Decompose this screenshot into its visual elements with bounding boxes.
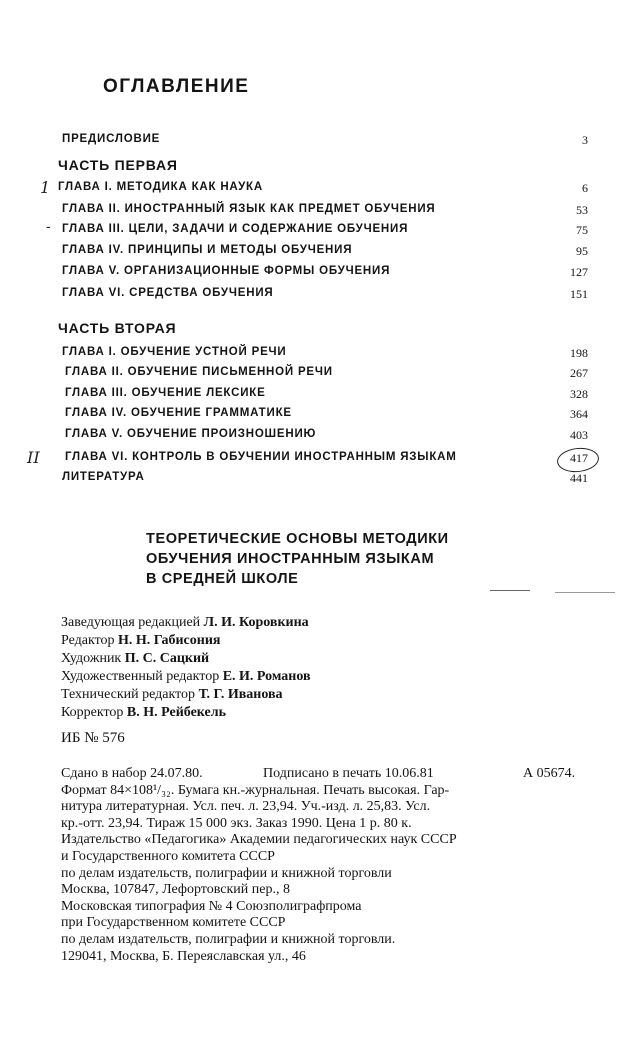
imprint-line	[61, 766, 596, 783]
toc-row	[0, 387, 625, 403]
toc-label: ГЛАВА VI. СРЕДСТВА ОБУЧЕНИЯ	[62, 287, 274, 299]
toc-row	[0, 407, 625, 423]
imprint-text: Москва, 107847, Лефортовский пер., 8	[61, 882, 290, 898]
credit-line	[61, 686, 311, 704]
toc-row	[0, 244, 625, 260]
pencil-stroke	[555, 592, 615, 593]
handwritten-mark: -	[46, 219, 51, 235]
imprint-line	[61, 783, 596, 800]
toc-page: 53	[576, 203, 588, 217]
handwritten-mark: II	[27, 448, 40, 467]
credit-name: П. С. Сацкий	[124, 651, 210, 666]
toc-page: 75	[576, 223, 588, 237]
toc-title: ОГЛАВЛЕНИЕ	[103, 76, 250, 97]
imprint-text: по делам издательств, полиграфии и книжной торговли	[61, 865, 392, 881]
toc-label: ГЛАВА V. ОРГАНИЗАЦИОННЫЕ ФОРМЫ ОБУЧЕНИЯ	[62, 265, 391, 277]
toc-row	[0, 265, 625, 281]
imprint-line	[61, 832, 596, 849]
credit-name: В. Н. Рейбекель	[126, 705, 226, 720]
imprint-text: Подписано в печать 10.06.81	[263, 766, 434, 781]
toc-row	[0, 346, 625, 362]
part-one-title: ЧАСТЬ ПЕРВАЯ	[58, 157, 178, 173]
toc-row-literature	[0, 471, 625, 487]
imprint-text: при Государственном комитете СССР	[61, 915, 286, 931]
imprint-text: А 05674.	[523, 766, 576, 781]
credits	[61, 614, 311, 722]
toc-page: 95	[576, 244, 588, 258]
toc-label: ГЛАВА II. ОБУЧЕНИЕ ПИСЬМЕННОЙ РЕЧИ	[65, 366, 333, 378]
credit-line	[61, 668, 311, 686]
toc-label: ЛИТЕРАТУРА	[62, 471, 145, 483]
credit-role: Корректор	[61, 705, 124, 720]
toc-row	[0, 223, 625, 239]
imprint-line	[61, 932, 596, 949]
imprint-text: 129041, Москва, Б. Переяславская ул., 46	[61, 948, 306, 964]
credit-name: Т. Г. Иванова	[198, 687, 283, 702]
toc-label: ГЛАВА III. ЦЕЛИ, ЗАДАЧИ И СОДЕРЖАНИЕ ОБУЧЕНИЯ	[62, 223, 409, 235]
toc-page: 3	[582, 133, 588, 147]
toc-page: 198	[570, 346, 588, 360]
toc-page: 127	[570, 265, 588, 279]
imprint-line	[61, 915, 596, 932]
toc-row	[0, 451, 625, 467]
toc-row	[0, 287, 625, 303]
imprint-line	[61, 799, 596, 816]
toc-page: 328	[570, 387, 588, 401]
toc-page: 6	[582, 181, 588, 195]
toc-page: 417	[570, 451, 588, 465]
book-title-line: В СРЕДНЕЙ ШКОЛЕ	[146, 571, 299, 587]
imprint-text: Формат 84×108¹/₃₂. Бумага кн.-журнальная. Печать высокая. Гар-	[61, 782, 450, 798]
toc-label: ГЛАВА III. ОБУЧЕНИЕ ЛЕКСИКЕ	[65, 387, 266, 399]
credit-name: Л. И. Коровкина	[203, 615, 309, 630]
credit-role: Технический редактор	[61, 687, 196, 702]
toc-page: 151	[570, 287, 588, 301]
imprint-line	[61, 849, 596, 866]
credit-name: Е. И. Романов	[222, 669, 311, 684]
toc-label: ГЛАВА V. ОБУЧЕНИЕ ПРОИЗНОШЕНИЮ	[65, 428, 317, 440]
imprint-text: нитура литературная. Усл. печ. л. 23,94. Уч.-изд. л. 25,83. Усл.	[61, 799, 431, 815]
imprint-line	[61, 866, 596, 883]
toc-row-preface	[0, 133, 625, 149]
toc-page: 267	[570, 366, 588, 380]
credit-role: Заведующая редакцией	[61, 615, 201, 630]
credit-name: Н. Н. Габисония	[118, 633, 221, 648]
toc-label: ГЛАВА I. МЕТОДИКА КАК НАУКА	[58, 181, 263, 193]
credit-role: Художественный редактор	[61, 669, 220, 684]
toc-label: ГЛАВА IV. ПРИНЦИПЫ И МЕТОДЫ ОБУЧЕНИЯ	[62, 244, 353, 256]
credit-line	[61, 650, 311, 668]
handwritten-mark: 1	[40, 178, 51, 197]
toc-page: 403	[570, 428, 588, 442]
book-title	[146, 529, 449, 589]
toc-row	[0, 181, 625, 197]
credit-line	[61, 704, 311, 722]
toc-label: ГЛАВА VI. КОНТРОЛЬ В ОБУЧЕНИИ ИНОСТРАННЫМ ЯЗЫКАМ	[65, 451, 457, 463]
imprint-line	[61, 899, 596, 916]
toc-page: 364	[570, 407, 588, 421]
pencil-stroke	[490, 590, 530, 591]
credit-role: Редактор	[61, 633, 115, 648]
credit-role: Художник	[61, 651, 122, 666]
toc-label: ГЛАВА II. ИНОСТРАННЫЙ ЯЗЫК КАК ПРЕДМЕТ ОБУЧЕНИЯ	[62, 203, 436, 215]
toc-row	[0, 428, 625, 444]
imprint-text: по делам издательств, полиграфии и книжной торговли.	[61, 931, 396, 947]
imprint-line	[61, 816, 596, 833]
imprint-text: и Государственного комитета СССР	[61, 848, 275, 864]
toc-row	[0, 366, 625, 382]
toc-label: ГЛАВА IV. ОБУЧЕНИЕ ГРАММАТИКЕ	[65, 407, 292, 419]
book-title-line: ТЕОРЕТИЧЕСКИЕ ОСНОВЫ МЕТОДИКИ	[146, 531, 449, 547]
imprint-text: кр.-отт. 23,94. Тираж 15 000 экз. Заказ 1990. Цена 1 р. 80 к.	[61, 815, 412, 831]
credit-line	[61, 632, 311, 650]
imprint-line	[61, 949, 596, 966]
imprint-text: Сдано в набор 24.07.80.	[61, 766, 203, 781]
part-two-title: ЧАСТЬ ВТОРАЯ	[58, 320, 177, 336]
toc-label: ПРЕДИСЛОВИЕ	[62, 133, 161, 145]
imprint-text: Московская типография № 4 Союзполиграфпрома	[61, 898, 362, 914]
imprint-text: Издательство «Педагогика» Академии педагогических наук СССР	[61, 832, 457, 848]
imprint-line	[61, 882, 596, 899]
credit-line	[61, 614, 311, 632]
ib-number: ИБ № 576	[61, 730, 125, 746]
toc-label: ГЛАВА I. ОБУЧЕНИЕ УСТНОЙ РЕЧИ	[62, 346, 287, 358]
toc-page: 441	[570, 471, 588, 485]
imprint	[61, 766, 596, 965]
toc-row	[0, 203, 625, 219]
book-title-line: ОБУЧЕНИЯ ИНОСТРАННЫМ ЯЗЫКАМ	[146, 551, 435, 567]
